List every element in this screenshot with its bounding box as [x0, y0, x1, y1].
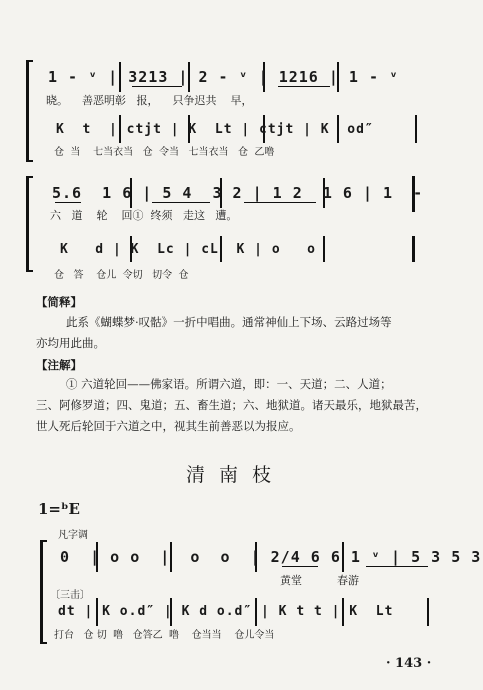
beam-underline	[282, 566, 318, 567]
system-brace	[26, 60, 33, 162]
final-barline	[412, 236, 415, 262]
system-brace	[40, 540, 47, 644]
beam-underline	[366, 566, 428, 567]
beam-underline	[244, 202, 316, 203]
lyric-line: 晓。 善恶明彰 报， 只争迟共 早，	[46, 94, 253, 107]
percussion-syllables: 打台 仓 切 噜 仓答乙 噜 仓当当 仓儿令当	[54, 630, 275, 641]
percussion-line: dt | K o.d″ | K d o.d″ | K t t | K Lt	[58, 604, 394, 619]
key-signature: 1=ᵇE	[38, 500, 80, 518]
beam-underline	[55, 202, 81, 203]
zhujie-header: 【注解】	[36, 358, 82, 372]
percussion-label: 〔三击〕	[50, 590, 90, 601]
lyric-line: 黄堂 春游	[280, 574, 359, 587]
jianshi-header: 【简释】	[36, 295, 82, 309]
barline	[323, 236, 325, 262]
percussion-line: K t | ctjt | K Lt | ctjt | K od″	[56, 122, 374, 137]
beam-underline	[278, 86, 330, 87]
page-number: · 143 ·	[386, 656, 432, 671]
lyric-line: 六 道 轮 回① 终须 走这 遭。	[50, 209, 238, 222]
notation-line: 0 | o o | o o | 2/4 6 6 1 ᵛ | 5 3 5 3	[60, 548, 482, 566]
zhujie-line-3: 世人死后轮回于六道之中，视其生前善恶以为报应。	[36, 419, 301, 433]
beam-underline	[152, 202, 210, 203]
jianshi-line-2: 亦均用此曲。	[36, 336, 105, 350]
system-brace	[26, 176, 33, 272]
barline	[427, 598, 429, 626]
jianshi-line-1: 此系《蝴蝶梦·叹骷》一折中唱曲。通常神仙上下场、云路过场等	[66, 315, 392, 329]
notation-line: 1 - ᵛ | 3213 | 2 - ᵛ | 1216 | 1 - ᵛ	[48, 68, 400, 86]
percussion-syllables: 仓 当 七当衣当 仓 令当 七当衣当 仓 乙噜	[54, 147, 275, 158]
percussion-line: K d | K Lc | cL K | o o	[60, 242, 316, 257]
notation-line: 5.6 1 6 | 5 4 3 2 | 1 2 1 6 | 1 -	[52, 184, 424, 202]
beam-underline	[132, 86, 182, 87]
zhujie-line-1: ① 六道轮回——佛家语。所谓六道，即：一、天道；二、人道；	[66, 377, 392, 391]
mode-label: 凡字调	[58, 530, 88, 541]
barline	[415, 115, 417, 143]
zhujie-line-2: 三、阿修罗道；四、鬼道；五、畜生道；六、地狱道。诸天最乐，地狱最苦，	[36, 398, 427, 412]
percussion-syllables: 仓 答 仓儿 令切 切令 仓	[54, 270, 189, 281]
section-title: 清南枝	[186, 464, 286, 486]
